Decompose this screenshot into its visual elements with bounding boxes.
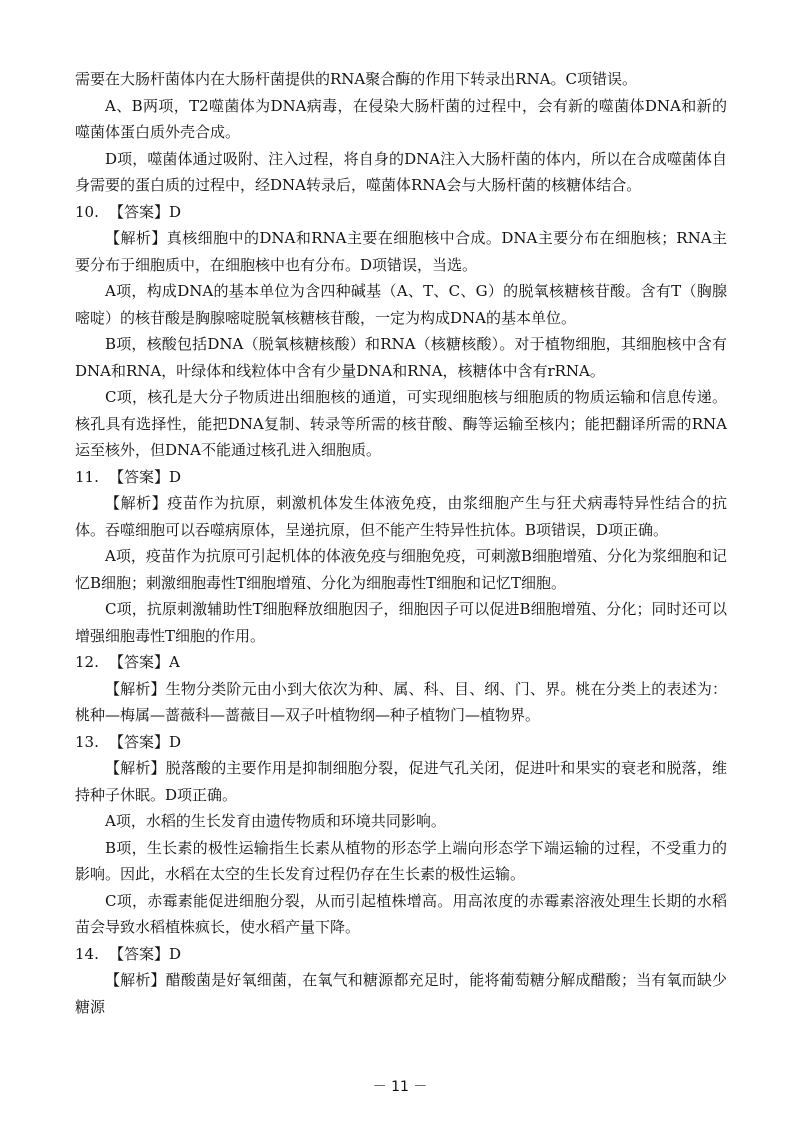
- explanation-paragraph: B项，核酸包括DNA（脱氧核糖核酸）和RNA（核糖核酸）。对于植物细胞，其细胞核中含有DNA和RNA，叶绿体和线粒体中含有少量DNA和RNA，核糖体中含有rRNA。: [75, 335, 727, 380]
- answer-label: 【答案】D: [109, 944, 182, 963]
- explanation-paragraph: A项，水稻的生长发育由遗传物质和环境共同影响。: [105, 812, 446, 830]
- answer-label: 【答案】D: [109, 467, 182, 486]
- explanation-paragraph: A项，构成DNA的基本单位为含四种碱基（A、T、C、G）的脱氧核糖核苷酸。含有T（胸腺嘧啶）的核苷酸是胸腺嘧啶脱氧核糖核苷酸，一定为构成DNA的基本单位。: [75, 282, 727, 327]
- question-number: 12.: [75, 653, 99, 671]
- explanation-paragraph: 需要在大肠杆菌体内在大肠杆菌提供的RNA聚合酶的作用下转录出RNA。C项错误。: [75, 70, 637, 88]
- question-number: 14.: [75, 944, 99, 963]
- answer-heading: [75, 464, 727, 491]
- explanation-paragraph: 【解析】脱落酸的主要作用是抑制细胞分裂，促进气孔关闭，促进叶和果实的衰老和脱落，维持种子休眠。D项正确。: [75, 759, 727, 804]
- question-number: 13.: [75, 732, 99, 751]
- explanation-paragraph: 【解析】真核细胞中的DNA和RNA主要在细胞核中合成。DNA主要分布在细胞核；RNA主要分布于细胞质中，在细胞核中也有分布。D项错误，当选。: [75, 229, 727, 274]
- answer-heading: [75, 729, 727, 756]
- explanation-paragraph: C项，抗原刺激辅助性T细胞释放细胞因子，细胞因子可以促进B细胞增殖、分化；同时还可以增强细胞毒性T细胞的作用。: [75, 600, 727, 645]
- explanation-paragraph: B项，生长素的极性运输指生长素从植物的形态学上端向形态学下端运输的过程，不受重力的影响。因此，水稻在太空的生长发育过程仍存在生长素的极性运输。: [75, 838, 727, 883]
- explanation-paragraph: 【解析】醋酸菌是好氧细菌，在氧气和糖源都充足时，能将葡萄糖分解成醋酸；当有氧而缺少糖源: [75, 971, 727, 1016]
- answer-heading: [75, 649, 727, 676]
- explanation-paragraph: C项，赤霉素能促进细胞分裂，从而引起植株增高。用高浓度的赤霉素溶液处理生长期的水稻苗会导致水稻植株疯长，使水稻产量下降。: [75, 891, 727, 936]
- explanation-paragraph: A项，疫苗作为抗原可引起机体的体液免疫与细胞免疫，可刺激B细胞增殖、分化为浆细胞和记忆B细胞；刺激细胞毒性T细胞增殖、分化为细胞毒性T细胞和记忆T细胞。: [75, 547, 727, 592]
- answer-explanation-body: [75, 66, 727, 1020]
- question-number: 10.: [75, 202, 99, 221]
- answer-heading: [75, 941, 727, 968]
- explanation-paragraph: A、B两项，T2噬菌体为DNA病毒，在侵染大肠杆菌的过程中，会有新的噬菌体DNA和新的噬菌体蛋白质外壳合成。: [75, 96, 727, 141]
- explanation-paragraph: C项，核孔是大分子物质进出细胞核的通道，可实现细胞核与细胞质的物质运输和信息传递。核孔具有选择性，能把DNA复制、转录等所需的核苷酸、酶等运输至核内；能把翻译所需的RNA运至核外，但DNA不能通过核孔进入细胞质。: [75, 388, 727, 459]
- answer-label: 【答案】A: [109, 653, 180, 671]
- page-number: － 11 －: [372, 1079, 428, 1095]
- answer-label: 【答案】D: [109, 732, 182, 751]
- explanation-paragraph: D项，噬菌体通过吸附、注入过程，将自身的DNA注入大肠杆菌的体内，所以在合成噬菌体自身需要的蛋白质的过程中，经DNA转录后，噬菌体RNA会与大肠杆菌的核糖体结合。: [75, 149, 727, 194]
- answer-heading: [75, 199, 727, 226]
- explanation-paragraph: 【解析】疫苗作为抗原，刺激机体发生体液免疫，由浆细胞产生与狂犬病毒特异性结合的抗体。吞噬细胞可以吞噬病原体，呈递抗原，但不能产生特异性抗体。B项错误，D项正确。: [75, 494, 727, 539]
- answer-label: 【答案】D: [109, 202, 182, 221]
- question-number: 11.: [75, 467, 99, 486]
- explanation-paragraph: 【解析】生物分类阶元由小到大依次为种、属、科、目、纲、门、界。桃在分类上的表述为：桃种—梅属—蔷薇科—蔷薇目—双子叶植物纲—种子植物门—植物界。: [75, 679, 727, 724]
